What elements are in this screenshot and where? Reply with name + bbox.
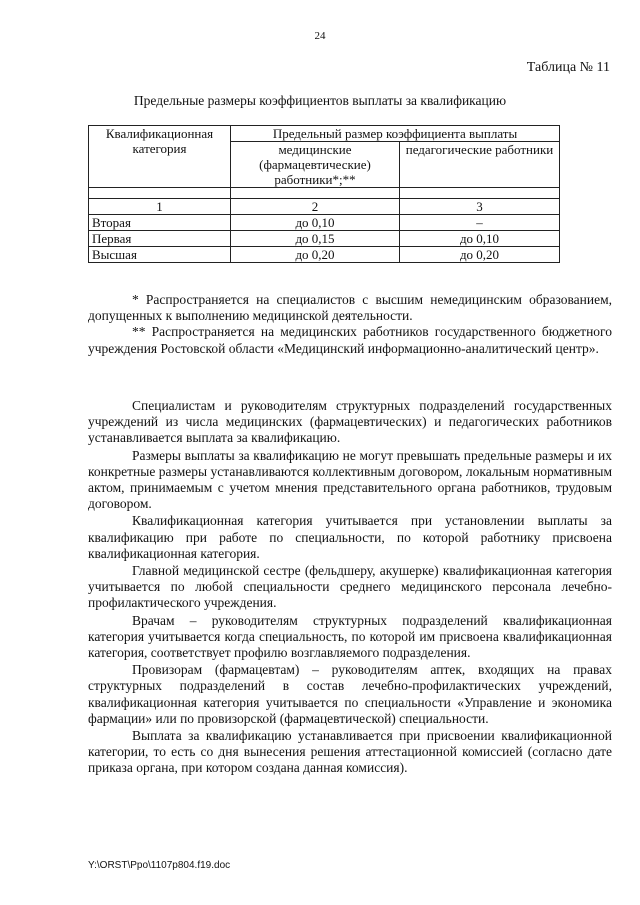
row-category: Первая (89, 231, 231, 247)
row-medical: до 0,10 (231, 215, 400, 231)
table-row (89, 231, 560, 247)
column-number: 1 (89, 199, 231, 215)
row-pedagogical: до 0,20 (400, 247, 560, 263)
body-text (88, 398, 612, 778)
table-title: Предельные размеры коэффициентов выплаты за квалификацию (133, 93, 507, 108)
gap-cell (400, 188, 560, 199)
paragraph: Врачам – руководителям структурных подразделений квалификационная категория учитывается когда специальность, по которой им присвоена квалификационная категория, соответствует профилю возглавляемого подразделения. (88, 612, 612, 661)
column-number: 3 (400, 199, 560, 215)
paragraph: Выплата за квалификацию устанавливается при присвоении квалификационной категории, то есть со дня вынесения решения аттестационной комиссией (согласно дате приказа органа, при котором создана данная комиссия). (88, 728, 612, 776)
page-number: 24 (314, 30, 326, 42)
footnotes (88, 292, 612, 357)
header-medical: медицинские (фармацевтические) работники*;** (231, 142, 400, 188)
row-pedagogical: до 0,10 (400, 231, 560, 247)
table-row (89, 247, 560, 263)
footnote-1: * Распространяется на специалистов с высшим немедицинским образованием, допущенных к выполнению медицинской деятельности. (88, 292, 612, 324)
table-label: Таблица № 11 (526, 60, 610, 75)
column-number: 2 (231, 199, 400, 215)
gap-cell (89, 188, 231, 199)
table-row (89, 215, 560, 231)
paragraph: Провизорам (фармацевтам) – руководителям аптек, входящих на правах структурных подразделений в состав лечебно-профилактических учреждений, квалификационная категория учитывается по специальности «Управление и экономика фармации» или по провизорской (фармацевтической) специальности. (88, 662, 612, 726)
file-path-footer: Y:\ORST\Ppo\1107p804.f19.doc (88, 860, 231, 871)
header-group: Предельный размер коэффициента выплаты (231, 126, 560, 142)
table-gap-row (89, 188, 560, 199)
table-header-row (89, 126, 560, 142)
qualification-table (88, 125, 560, 263)
header-pedagogical: педагогические работники (400, 142, 560, 188)
row-category: Вторая (89, 215, 231, 231)
row-pedagogical: – (400, 215, 560, 231)
table-number-row (89, 199, 560, 215)
paragraph: Квалификационная категория учитывается при установлении выплаты за квалификацию при работе по специальности, по которой работнику присвоена квалификационная категория. (88, 513, 612, 561)
row-medical: до 0,15 (231, 231, 400, 247)
paragraph: Специалистам и руководителям структурных подразделений государственных учреждений из числа медицинских (фармацевтических) и педагогических работников устанавливается выплата за квалификацию. (88, 398, 612, 446)
gap-cell (231, 188, 400, 199)
row-medical: до 0,20 (231, 247, 400, 263)
footnote-2: ** Распространяется на медицинских работников государственного бюджетного учреждения Ростовской области «Медицинский информационно-аналитический центр». (88, 324, 612, 356)
paragraph: Главной медицинской сестре (фельдшеру, акушерке) квалификационная категория учитывается по любой специальности среднего медицинского персонала лечебно-профилактического учреждения. (88, 563, 612, 611)
paragraph: Размеры выплаты за квалификацию не могут превышать предельные размеры и их конкретные размеры устанавливаются коллективным договором, локальным нормативным актом, принимаемым с учетом мнения представительного органа работников, трудовым договором. (88, 447, 612, 512)
header-category: Квалификационная категория (89, 126, 231, 188)
row-category: Высшая (89, 247, 231, 263)
